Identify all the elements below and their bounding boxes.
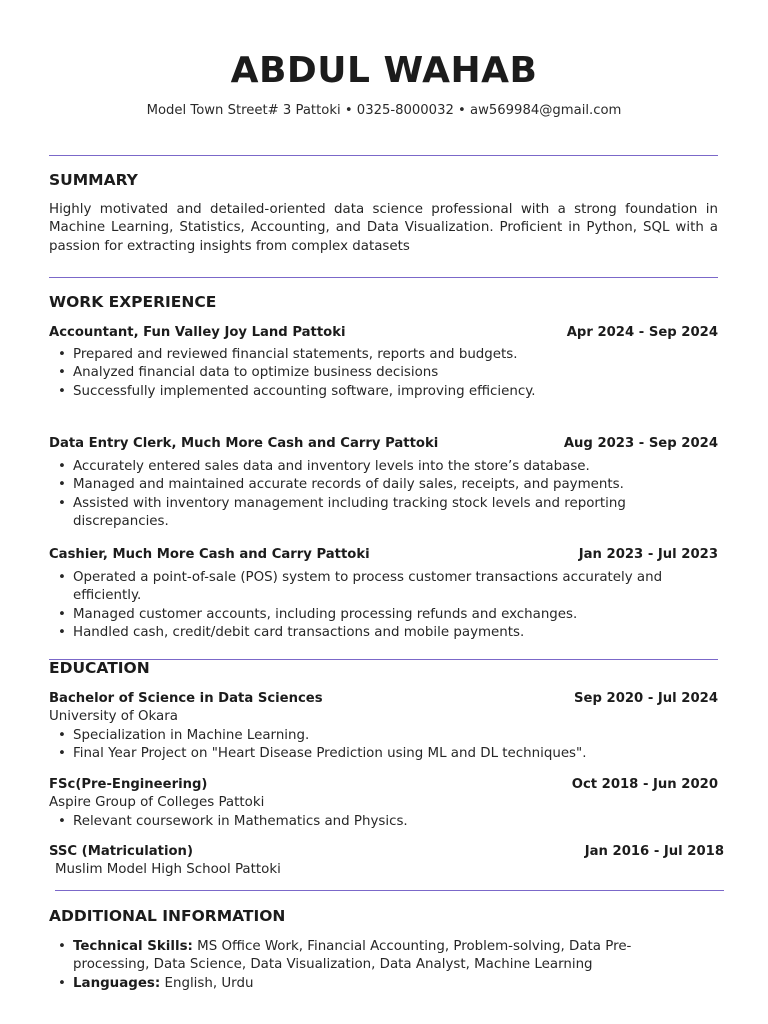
- degree-title: Bachelor of Science in Data Sciences: [49, 691, 323, 706]
- degree-title: SSC (Matriculation): [49, 844, 193, 859]
- job-title: Cashier, Much More Cash and Carry Pattoki: [49, 547, 370, 562]
- list-item: • Handled cash, credit/debit card transactions and mobile payments.: [58, 624, 525, 640]
- degree-title: FSc(Pre-Engineering): [49, 777, 208, 792]
- degree-dates: Sep 2020 - Jul 2024: [574, 691, 718, 706]
- list-item: • Languages: English, Urdu: [58, 975, 254, 991]
- work-heading: WORK EXPERIENCE: [49, 293, 217, 311]
- list-item: • Relevant coursework in Mathematics and Physics.: [58, 814, 408, 829]
- list-item: • Accurately entered sales data and inventory levels into the store’s database.: [58, 459, 590, 474]
- languages-label: Languages:: [73, 975, 161, 991]
- job-bullets: [49, 458, 639, 531]
- contact-line: Model Town Street# 3 Pattoki • 0325-8000032 • aw569984@gmail.com: [146, 103, 622, 118]
- job-title: Accountant, Fun Valley Joy Land Pattoki: [49, 325, 346, 340]
- list-item: • Specialization in Machine Learning.: [58, 728, 310, 743]
- education-heading: EDUCATION: [49, 659, 150, 677]
- divider: [49, 277, 718, 278]
- list-item: • Analyzed financial data to optimize business decisions: [58, 365, 439, 381]
- skills-value: MS Office Work, Financial Accounting, Problem-solving, Data Pre-processing, Data Science, Data Visualization, Data Analyst, Machine Learning: [73, 939, 632, 973]
- list-item: • Assisted with inventory management including tracking stock levels and reporting discrepancies.: [58, 495, 626, 529]
- skills-label: Technical Skills:: [73, 939, 193, 954]
- additional-heading: ADDITIONAL INFORMATION: [49, 907, 286, 925]
- list-item: • Final Year Project on "Heart Disease Prediction using ML and DL techniques".: [58, 746, 587, 762]
- list-item: • Prepared and reviewed financial statements, reports and budgets.: [58, 347, 518, 362]
- school-name: Muslim Model High School Pattoki: [55, 862, 281, 877]
- divider: [55, 890, 724, 891]
- degree-bullets: [49, 727, 718, 764]
- list-item: • Managed and maintained accurate records of daily sales, receipts, and payments.: [58, 477, 624, 493]
- list-item: • Operated a point-of-sale (POS) system to process customer transactions accurately and efficiently.: [58, 570, 663, 604]
- school-name: Aspire Group of Colleges Pattoki: [49, 795, 265, 810]
- degree-dates: Jan 2016 - Jul 2018: [584, 844, 724, 859]
- list-item: • Technical Skills: MS Office Work, Financial Accounting, Problem-solving, Data Pre-processing, Data Science, Data Visualization, Data Analyst, Machine Learning: [58, 939, 632, 973]
- degree-dates: Oct 2018 - Jun 2020: [571, 777, 718, 792]
- languages-value: English, Urdu: [164, 975, 254, 991]
- summary-heading: SUMMARY: [49, 171, 138, 189]
- additional-list: [49, 938, 639, 993]
- degree-bullets: [49, 813, 718, 831]
- job-bullets: [49, 569, 689, 642]
- resume-name: ABDUL WAHAB: [230, 50, 538, 91]
- school-name: University of Okara: [49, 709, 178, 724]
- list-item: • Successfully implemented accounting software, improving efficiency.: [58, 383, 536, 399]
- list-item: • Managed customer accounts, including processing refunds and exchanges.: [58, 606, 578, 622]
- job-dates: Aug 2023 - Sep 2024: [563, 436, 718, 451]
- job-dates: Apr 2024 - Sep 2024: [566, 325, 718, 340]
- job-bullets: [49, 346, 718, 401]
- job-dates: Jan 2023 - Jul 2023: [578, 547, 718, 562]
- divider: [49, 155, 718, 156]
- summary-text: Highly motivated and detailed-oriented data science professional with a strong foundation in Machine Learning, Statistics, Accounting, and Data Visualization. Proficient in Python, SQL with a passion for extracting insights from complex datasets: [49, 202, 718, 254]
- job-title: Data Entry Clerk, Much More Cash and Carry Pattoki: [49, 436, 439, 451]
